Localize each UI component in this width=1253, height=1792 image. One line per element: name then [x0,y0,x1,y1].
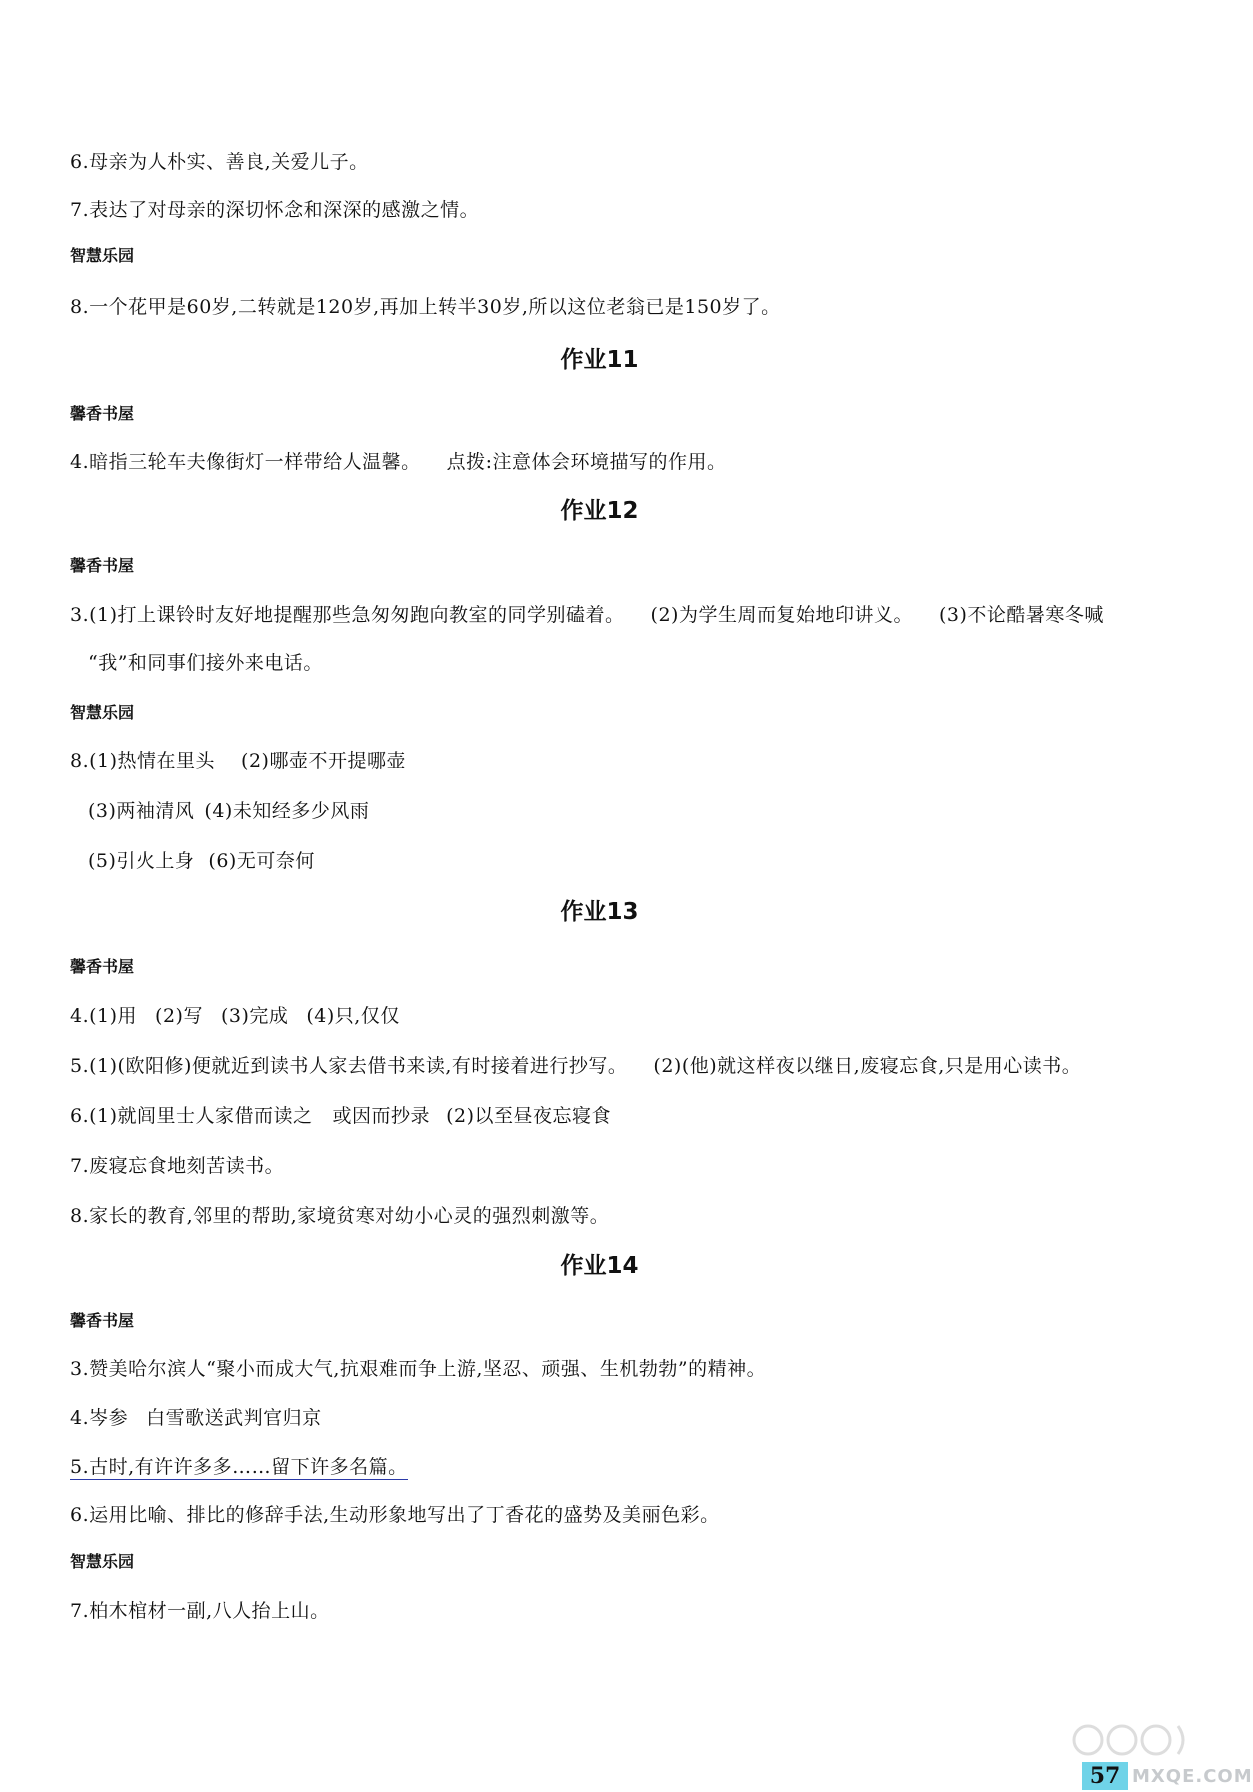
answer-part-3: (2)以至昼夜忘寝食 [446,1105,611,1127]
answer-line-13-6 [70,1104,611,1128]
answer-part-3: (3)两袖清风 [88,800,195,822]
answer-part-4: (4)未知经多少风雨 [204,800,370,822]
answer-line-14-7: 7.柏木棺材一副,八人抬上山。 [70,1600,330,1622]
answer-line-7: 7.表达了对母亲的深切怀念和深深的感激之情。 [70,199,480,221]
answer-line-13-8: 8.家长的教育,邻里的帮助,家境贫寒对幼小心灵的强烈刺激等。 [70,1205,610,1227]
answer-line-12-8-b [88,799,369,823]
answer-part-3: (3)完成 [220,1005,289,1027]
answer-line-11-4 [70,450,727,474]
page-number: 57 [1082,1762,1128,1790]
answer-part-5: (5)引火上身 [88,850,195,872]
watermark-text: MXQE.COM [1132,1766,1253,1787]
answer-part-6: (6)无可奈何 [208,850,315,872]
answer-part-2: (2)写 [155,1005,203,1027]
answer-line-12-8-c [88,849,315,873]
answer-part-2: 白雪歌送武判官归京 [146,1407,322,1429]
answer-part-2: 或因而抄录 [332,1105,431,1127]
answer-part-1: 4.(1)用 [70,1005,138,1027]
answer-part-2: (2)为学生周而复始地印讲义。 [650,604,913,626]
answer-line-12-3 [70,603,1104,627]
answer-part-2: (2)哪壶不开提哪壶 [241,750,406,772]
heading-zuoye-11: 作业11 [560,347,639,373]
answer-part-1: 5.(1)(欧阳修)便就近到读书人家去借书来读,有时接着进行抄写。 [70,1055,628,1077]
answer-text: 4.暗指三轮车夫像街灯一样带给人温馨。 [70,451,421,473]
underlined-answer: 5.古时,有许许多多……留下许多名篇。 [70,1456,408,1478]
answer-part-4: (4)只,仅仅 [306,1005,400,1027]
answer-line-8: 8.一个花甲是60岁,二转就是120岁,再加上转半30岁,所以这位老翁已是150岁了。 [70,296,781,318]
heading-zuoye-13: 作业13 [560,899,639,925]
answer-line-14-4 [70,1406,322,1430]
answer-line-13-4 [70,1004,400,1028]
section-label-zhihui: 智慧乐园 [70,1552,135,1571]
heading-zuoye-14: 作业14 [560,1253,639,1279]
heading-zuoye-12: 作业12 [560,498,639,524]
answer-part-2: (2)(他)就这样夜以继日,废寝忘食,只是用心读书。 [653,1055,1082,1077]
section-label-xinxiang: 馨香书屋 [70,957,135,976]
hint-text: 点拨:注意体会环境描写的作用。 [446,451,727,473]
answer-line-14-5 [70,1455,408,1479]
answer-part-1: 6.(1)就闾里士人家借而读之 [70,1105,313,1127]
answer-line-13-5 [70,1054,1081,1078]
answer-line-12-8 [70,749,406,773]
answer-line-12-3-cont: “我”和同事们接外来电话。 [88,652,323,674]
section-label-xinxiang: 馨香书屋 [70,404,135,423]
answer-part-1: 3.(1)打上课铃时友好地提醒那些急匆匆跑向教室的同学别磕着。 [70,604,625,626]
answer-part-1: 4.岑参 [70,1407,129,1429]
section-label-zhihui: 智慧乐园 [70,246,135,265]
answer-line-13-7: 7.废寝忘食地刻苦读书。 [70,1155,285,1177]
section-label-xinxiang: 馨香书屋 [70,1311,135,1330]
answer-line-14-3: 3.赞美哈尔滨人“聚小而成大气,抗艰难而争上游,坚忍、顽强、生机勃勃”的精神。 [70,1358,767,1380]
answer-line-14-6: 6.运用比喻、排比的修辞手法,生动形象地写出了丁香花的盛势及美丽色彩。 [70,1504,720,1526]
section-label-zhihui: 智慧乐园 [70,703,135,722]
answer-part-1: 8.(1)热情在里头 [70,750,216,772]
answer-part-3: (3)不论酷暑寒冬喊 [938,604,1104,626]
answer-line-6: 6.母亲为人朴实、善良,关爱儿子。 [70,151,369,173]
section-label-xinxiang: 馨香书屋 [70,556,135,575]
